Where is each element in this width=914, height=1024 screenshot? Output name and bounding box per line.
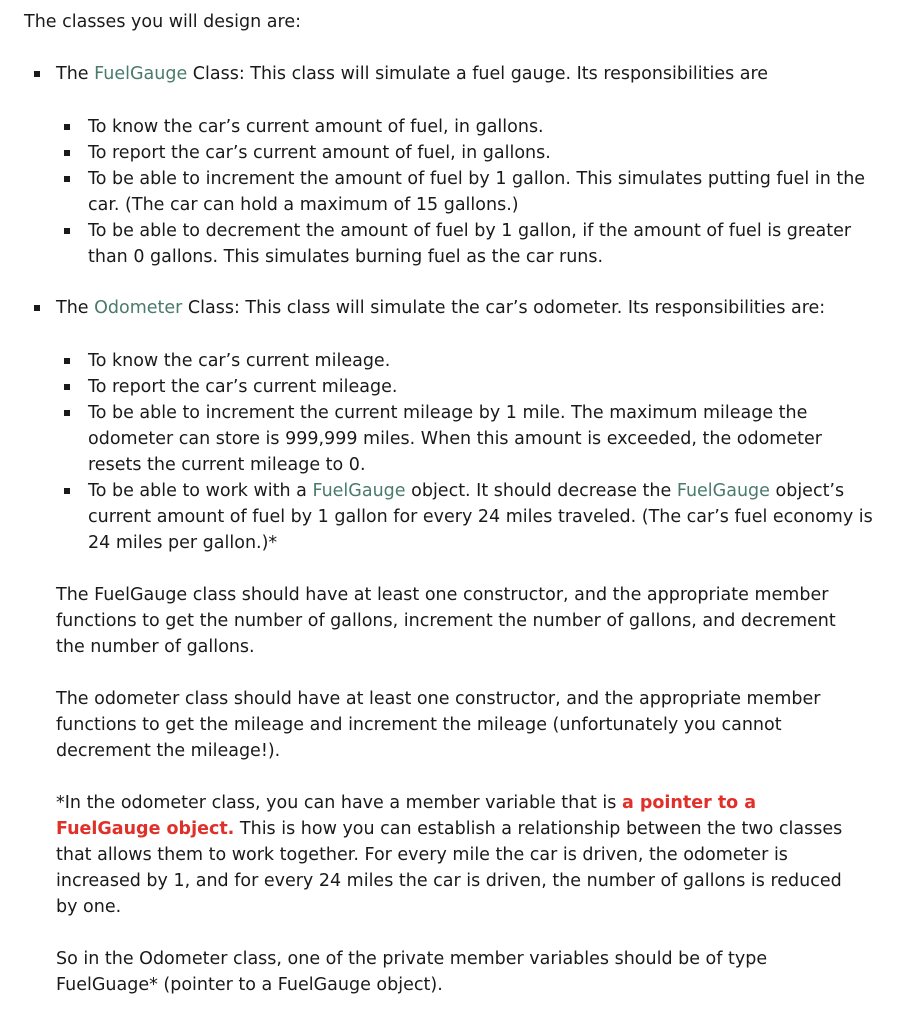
- bullet: [64, 176, 70, 182]
- list-item: To be able to work with a FuelGauge object. It should decrease the FuelGauge object’s current amount of fuel by 1 gallon for every 24 miles traveled. (The car’s fuel economy is 24 miles per gallon.)*: [88, 481, 873, 553]
- fuelgauge-requirements-paragraph: The FuelGauge class should have at least one constructor, and the appropriate member functions to get the number of gallons, increment the number of gallons, and decrement the number of gallons.: [56, 585, 836, 657]
- pointer-note-paragraph: *In the odometer class, you can have a member variable that is a pointer to a FuelGauge object. This is how you can establish a relationship between the two classes that allows them to work together. For every mile the car is driven, the odometer is increased by 1, and for every 24 miles the car is driven, the number of gallons is reduced by one.: [56, 793, 843, 917]
- odometer-class-name: Odometer: [94, 298, 183, 318]
- pointer-highlight: a pointer to a FuelGauge object.: [56, 793, 757, 839]
- bullet: [64, 228, 70, 234]
- list-item: To report the car’s current mileage.: [88, 377, 398, 397]
- list-item: To know the car’s current amount of fuel, in gallons.: [88, 117, 544, 137]
- closing-paragraph: So in the Odometer class, one of the private member variables should be of type FuelGuage* (pointer to a FuelGauge object).: [56, 949, 768, 995]
- odometer-heading: The Odometer Class: This class will simulate the car’s odometer. Its responsibilities are:: [56, 298, 826, 318]
- fuelgauge-class-name: FuelGauge: [94, 64, 188, 84]
- list-item: To know the car’s current mileage.: [88, 351, 391, 371]
- bullet-fuelgauge-section: [34, 71, 40, 77]
- bullet: [64, 410, 70, 416]
- bullet: [64, 124, 70, 130]
- intro-text: The classes you will design are:: [24, 12, 301, 32]
- fuelgauge-class-ref: FuelGauge: [312, 481, 406, 501]
- list-item: To report the car’s current amount of fuel, in gallons.: [88, 143, 551, 163]
- list-item: To be able to decrement the amount of fuel by 1 gallon, if the amount of fuel is greater than 0 gallons. This simulates burning fuel as the car runs.: [88, 221, 852, 267]
- list-item: To be able to increment the amount of fuel by 1 gallon. This simulates putting fuel in the car. (The car can hold a maximum of 15 gallons.): [88, 169, 866, 215]
- bullet: [64, 150, 70, 156]
- bullet-odometer-section: [34, 305, 40, 311]
- fuelgauge-heading: The FuelGauge Class: This class will simulate a fuel gauge. Its responsibilities are: [56, 64, 769, 84]
- fuelgauge-class-ref: FuelGauge: [676, 481, 770, 501]
- odometer-requirements-paragraph: The odometer class should have at least one constructor, and the appropriate member functions to get the mileage and increment the mileage (unfortunately you cannot decrement the mileage!).: [56, 689, 821, 761]
- list-item: To be able to increment the current mileage by 1 mile. The maximum mileage the odometer can store is 999,999 miles. When this amount is exceeded, the odometer resets the current mileage to 0.: [88, 403, 822, 475]
- bullet: [64, 358, 70, 364]
- bullet: [64, 488, 70, 494]
- bullet: [64, 384, 70, 390]
